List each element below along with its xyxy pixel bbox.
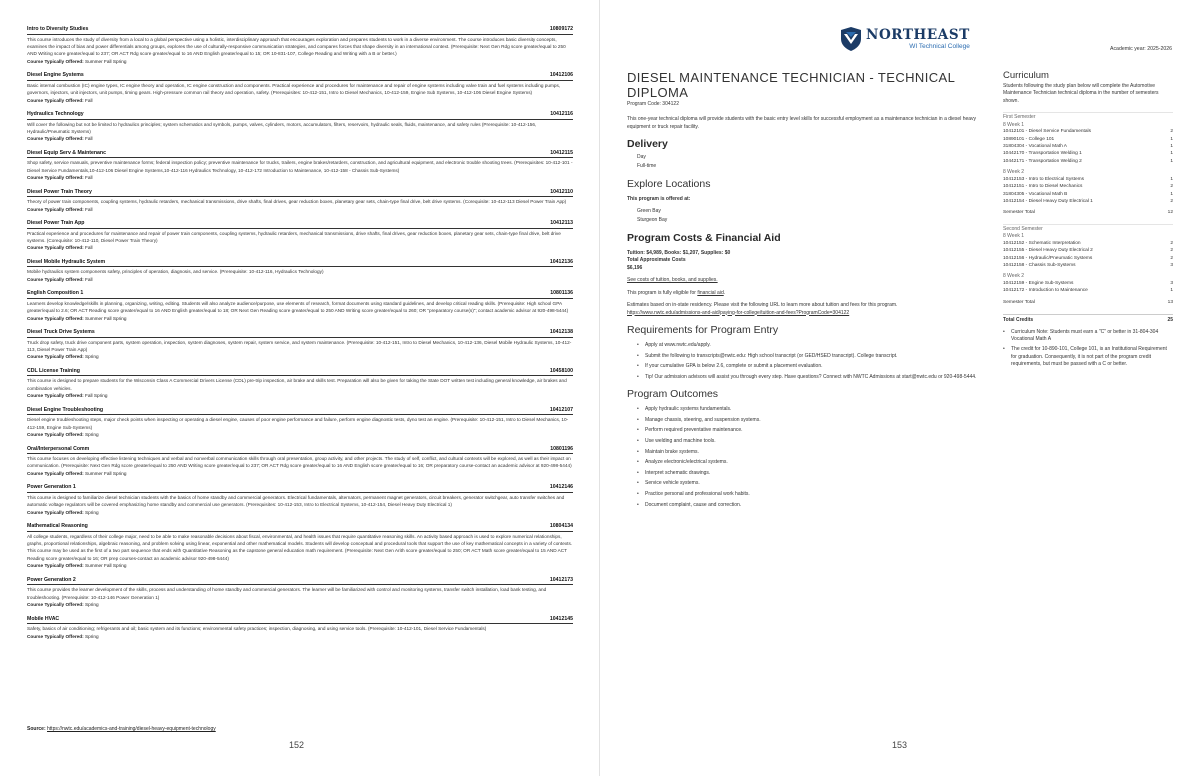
outcome-item: • Manage chassis, steering, and suspension systems.: [637, 417, 992, 425]
course-code: 10801136: [550, 290, 573, 297]
source-link[interactable]: https://nwtc.edu/academics-and-training/diesel-heavy-equipment-technology: [47, 726, 216, 732]
curriculum-sidebar: [1003, 70, 1173, 372]
course-offered: [27, 431, 573, 438]
program-main: [627, 70, 992, 512]
course-description: Practical experience and procedures for maintenance and repair of power train components, coupling systems, hydraulic retarders, mechanical transmissions, drive shafts, final drives, gear reduction boxes, planetary gear sets, chain-type final drive, belt drive systems. (Corequisite: 10-412-110, Diesel Power Train Theory): [27, 230, 561, 243]
curriculum-course-name: 10412153 - Intro to Electrical Systems: [1003, 176, 1085, 182]
curriculum-course-credits: 1: [1170, 288, 1173, 294]
see-costs-link-wrap: [627, 277, 992, 285]
course-offered-value: Spring: [85, 354, 99, 360]
curriculum-course-name: 10412151 - Intro to Diesel Mechanics: [1003, 184, 1083, 190]
course-title: Mobile HVAC: [27, 615, 60, 622]
course-offered: [27, 315, 573, 322]
course-entry: [27, 407, 573, 438]
curriculum-course-row: [1003, 198, 1173, 205]
program-code: Program Code: 304122: [627, 101, 679, 107]
curriculum-course-name: 31804305 - Vocational Math B: [1003, 191, 1068, 197]
course-code: 10412107: [549, 406, 573, 413]
curriculum-course-row: [1003, 255, 1173, 262]
curriculum-course-credits: 1: [1170, 158, 1173, 164]
course-entry: [27, 111, 573, 142]
academic-year: Academic year: 2025-2026: [1110, 46, 1172, 52]
curriculum-course-row: [1003, 128, 1173, 135]
course-header: [27, 111, 573, 120]
curriculum-course-credits: 2: [1170, 255, 1173, 261]
course-offered: [27, 58, 573, 65]
course-offered: [27, 206, 573, 213]
curriculum-note: • The credit for 10-890-101, College 101, is an Institutional Requirement for graduation. Consequently, it is not part of the program credit requirements, but must be passed with a C or better.: [1003, 346, 1173, 368]
course-title: Diesel Truck Drive Systems: [27, 329, 95, 336]
course-entry: [27, 150, 573, 181]
location-item: Green Bay: [637, 207, 661, 214]
course-title: Power Generation 2: [27, 576, 76, 583]
course-code: 10412136: [549, 258, 573, 265]
semester-label: Second Semester: [1003, 225, 1043, 232]
course-offered-value: Fall: [85, 245, 93, 251]
logo-subtitle: WI Technical College: [909, 42, 970, 50]
course-offered: [27, 97, 573, 104]
outcome-item: • Service vehicle systems.: [637, 480, 992, 488]
semester-total-label: Semester Total: [1003, 299, 1035, 305]
curriculum-course-credits: 2: [1170, 198, 1173, 204]
course-header: [27, 189, 573, 198]
tuition-fees-link[interactable]: https://www.nwtc.edu/admissions-and-aid/paying-for-college/tuition-and-fees?ProgramCode=304122: [627, 309, 850, 316]
week-label: 8 Week 1: [1003, 121, 1025, 128]
course-offered-label: Course Typically Offered:: [27, 315, 84, 321]
course-code: 10801196: [550, 445, 573, 452]
curriculum-course-name: 10412156 - Hydraulic/Pneumatic Systems: [1003, 255, 1093, 261]
outcome-item: • Maintain brake systems.: [637, 449, 992, 457]
week-label: 8 Week 2: [1003, 273, 1025, 280]
curriculum-course-name: 31804304 - Vocational Math A: [1003, 144, 1068, 150]
outcome-item: • Interpret schematic drawings.: [637, 470, 992, 478]
course-title: Oral/Interpersonal Comm: [27, 445, 90, 452]
course-code: 10412113: [550, 220, 573, 227]
course-rows: [1003, 280, 1173, 295]
curriculum-course-credits: 3: [1170, 263, 1173, 268]
course-code: 10412116: [550, 111, 573, 118]
course-header: [27, 368, 573, 377]
course-header: [27, 329, 573, 338]
course-offered: [27, 392, 573, 399]
course-code: 10412110: [550, 188, 573, 195]
course-header: [27, 259, 573, 268]
location-item: Sturgeon Bay: [637, 216, 668, 223]
course-entry: [27, 220, 573, 251]
page-number: 153: [892, 740, 908, 750]
course-offered: [27, 353, 573, 360]
semester-total-label: Semester Total: [1003, 210, 1035, 216]
course-offered: [27, 470, 573, 477]
course-title: Mathematical Reasoning: [27, 523, 88, 530]
total-credits-label: Total Credits: [1003, 317, 1034, 324]
costs-heading: Program Costs & Financial Aid: [627, 231, 781, 244]
course-title: Intro to Diversity Studies: [27, 26, 89, 32]
course-description: Shop safety, service manuals, preventive maintenance forms; federal inspection policy; preventive maintenance for trucks, trailers, engine brakes/retarders, construction, and agricultural equipment, and electronic trouble shooting trees. (Prerequisites: 10-412-101 - Diesel Service Fundamentals,10-412-106 Diesel Engine Systems,10-412-116 Hydraulics Technology, 10-412-172 Introduction to Maintenance, 10-412-158 - Chassis Sub-Systems): [27, 160, 573, 173]
curriculum-note: • Curriculum Note: Students must earn a "C" or better in 31-804-304 Vocational Math A: [1003, 329, 1173, 344]
curriculum-course-row: [1003, 287, 1173, 294]
see-costs-link[interactable]: See costs of tuition, books, and supplies.: [627, 277, 718, 283]
requirement-item: • Apply at www.nwtc.edu/apply.: [637, 342, 992, 350]
course-code: 10412146: [549, 484, 573, 491]
curriculum-course-credits: 1: [1170, 151, 1173, 157]
course-entry: [27, 26, 573, 65]
curriculum-course-row: [1003, 247, 1173, 254]
curriculum-course-credits: 1: [1170, 176, 1173, 182]
semester-label: First Semester: [1003, 114, 1036, 121]
curriculum-course-row: [1003, 136, 1173, 143]
course-offered-label: Course Typically Offered:: [27, 97, 84, 103]
course-offered-label: Course Typically Offered:: [27, 175, 84, 181]
curriculum-course-credits: 2: [1170, 240, 1173, 246]
curriculum-course-row: [1003, 280, 1173, 287]
course-description: Mobile hydraulics system components safety, principles of operation, diagnosis, and service. (Prerequisite: 10-412-116, Hydraulics Technology): [27, 269, 324, 275]
outcome-item: • Analyze electronic/electrical systems.: [637, 459, 992, 467]
course-entry: [27, 329, 573, 360]
course-offered-label: Course Typically Offered:: [27, 602, 84, 608]
delivery-list: [627, 153, 992, 171]
course-offered-value: Fall Spring: [85, 393, 108, 399]
curriculum-course-name: 10412172 - Introduction to Maintenance: [1003, 288, 1088, 294]
course-description: Will cover the following but not be limited to hydraulics principles; system schematics and symbols, pumps, valves, cylinders, motors, accumulators, filters, reservoirs, hydraulic seals, fluids, maintenance, and safety rules (Prerequisite: 10-412-156, Hydraulic/Pneumatic Systems): [27, 121, 537, 134]
course-offered-value: Summer Fall Spring: [85, 470, 127, 476]
course-entry: [27, 189, 573, 213]
course-offered: [27, 276, 573, 283]
course-code: 10412106: [549, 72, 573, 79]
financial-aid-link[interactable]: financial aid: [697, 289, 724, 296]
course-code: 10412173: [549, 576, 573, 583]
curriculum-notes: [1003, 329, 1173, 369]
curriculum-intro: Students following the study plan below will complete the Automotive Maintenance Technician technical diploma in the number of semesters shown.: [1003, 83, 1159, 104]
page-number: 152: [289, 740, 305, 750]
course-offered-value: Summer Fall Spring: [85, 563, 127, 569]
costs-block: [627, 250, 992, 273]
curriculum-course-credits: 3: [1170, 280, 1173, 286]
curriculum-course-row: [1003, 191, 1173, 198]
course-title: Diesel Equip Serv & Maintenanc: [27, 149, 106, 156]
semester-total-value: 13: [1167, 299, 1173, 305]
course-rows: [1003, 240, 1173, 270]
course-title: CDL License Training: [27, 367, 80, 374]
course-code: 10809172: [549, 26, 573, 32]
course-title: Diesel Mobile Hydraulic System: [27, 258, 106, 265]
curriculum-course-row: [1003, 240, 1173, 247]
program-title: DIESEL MAINTENANCE TECHNICIAN - TECHNICAL DIPLOMA: [627, 70, 955, 100]
course-offered-value: Fall: [85, 276, 93, 282]
course-title: Hydraulics Technology: [27, 111, 84, 118]
course-title: Diesel Power Train Theory: [27, 188, 92, 195]
course-offered: [27, 562, 573, 569]
course-offered-value: Spring: [85, 432, 99, 438]
requirement-item: • If your cumulative GPA is below 2.6, complete or submit a placement evaluation.: [637, 363, 992, 371]
total-cost-label: Total Approximate Costs: [627, 257, 686, 263]
curriculum-course-name: 10412101 - Diesel Service Fundamentals: [1003, 129, 1091, 135]
course-list: [27, 26, 573, 647]
requirements-heading: Requirements for Program Entry: [627, 324, 779, 336]
source-line: [27, 726, 216, 732]
course-offered-value: Summer Fall Spring: [85, 58, 127, 64]
curriculum-course-name: 10412155 - Diesel Heavy Duty Electrical 2: [1003, 248, 1093, 254]
course-offered: [27, 244, 573, 251]
course-entry: [27, 616, 573, 640]
course-description: Truck drop safety, truck drive component parts, system operation, inspection, system diagnoses, system repair, system service, and system maintenance. (Prerequisite: 10-412-151, Intro to Diesel Mechanics, 10-412-136, Diesel Mobile Hydraulic Systems, 10-412-113, Diesel Power Train App): [27, 339, 572, 352]
course-offered-label: Course Typically Offered:: [27, 509, 84, 515]
source-label: Source:: [27, 726, 46, 732]
course-offered-value: Spring: [85, 509, 99, 515]
course-offered-label: Course Typically Offered:: [27, 470, 84, 476]
course-offered-value: Fall: [85, 175, 93, 181]
estimate-block: [627, 302, 992, 317]
financial-aid-line: This program is fully eligible for financial aid.: [627, 289, 726, 296]
course-offered: [27, 601, 573, 608]
course-offered-value: Fall: [85, 206, 93, 212]
shield-logo-icon: [840, 26, 862, 52]
semester-total-value: 12: [1167, 210, 1173, 216]
course-offered-value: Summer Fall Spring: [85, 315, 127, 321]
outcomes-heading: Program Outcomes: [627, 388, 719, 401]
curriculum-course-row: [1003, 262, 1173, 269]
course-offered-label: Course Typically Offered:: [27, 354, 84, 360]
curriculum-course-name: 10442171 - Transportation Welding 2: [1003, 158, 1082, 164]
course-entry: [27, 368, 573, 399]
course-description: This course introduces the study of diversity from a local to a global perspective using a holistic, interdisciplinary approach that encourages exploration and prepares students to work in a diverse environment. The course introduces basic diversity concepts, examines the impact of bias and power differentials among groups, explores the use of culturally-responsive communication strategies, and compares forces that shape diversity in an international context. (Prerequisite: Next Gen Rdg score greater/equal to 250 AND Writing score greater/equal to 237; OR ACT Rdg score greater/equal to 16 AND English greater/equal to 15; OR 10-831-107, College Reading and Writing with a B or better.): [27, 36, 566, 57]
course-description: This course is designed to familiarize diesel technician students with the basics of home standby and commercial generators. Electrical fundamentals, alternators, permanent magnet generators, circuit breakers, generator switchgear, auto transfer switches and automatic voltage regulators will be covered emphasizing home standby and commercial use generators. (Prerequisites: 10-412-153, Intro to Electrical Systems, 10-412-154, Diesel Heavy Duty Electrical 1): [27, 494, 565, 508]
eligible-text: This program is fully eligible for: [627, 289, 696, 296]
course-code: 10458100: [549, 367, 573, 374]
course-entry: [27, 290, 573, 321]
course-offered: [27, 135, 573, 142]
course-code: 10412145: [549, 615, 573, 622]
course-description: This course is designed to prepare students for the Wisconsin Class A Commercial Drivers License (CDL) pre-trip inspection, air brake and skills test. Preparation will also be given for taking the State DOT written test including general knowledge, air brakes and combination vehicles.: [27, 378, 567, 391]
course-header: [27, 484, 573, 493]
delivery-item: Day: [637, 154, 646, 160]
curriculum-course-row: [1003, 143, 1173, 150]
course-offered-label: Course Typically Offered:: [27, 633, 84, 639]
course-header: [27, 446, 573, 455]
course-offered-value: Fall: [85, 97, 93, 103]
outcome-item: • Perform required preventative maintenance.: [637, 427, 992, 435]
curriculum-course-credits: 1: [1170, 136, 1173, 142]
curriculum-course-row: [1003, 150, 1173, 157]
tuition-line: Tuition: $4,989, Books: $1,207, Supplies: $0: [627, 249, 731, 256]
outcome-item: • Practice personal and professional work habits.: [637, 491, 992, 499]
course-entry: [27, 523, 573, 569]
course-offered-label: Course Typically Offered:: [27, 563, 84, 569]
right-page: [600, 0, 1200, 776]
curriculum-course-credits: 2: [1170, 129, 1173, 135]
course-rows: [1003, 176, 1173, 206]
course-header: [27, 220, 573, 229]
logo-name: NORTHEAST: [866, 26, 970, 43]
estimate-text: Estimates based on in-state residency. Please visit the following URL to learn more about tuition and fees for this program.: [627, 302, 898, 308]
curriculum-course-credits: 2: [1170, 248, 1173, 254]
course-title: English Composition 1: [27, 290, 84, 297]
course-title: Power Generation 1: [27, 484, 76, 491]
course-offered-label: Course Typically Offered:: [27, 58, 84, 64]
outcome-item: • Apply hydraulic systems fundamentals.: [637, 406, 992, 414]
course-offered-value: Spring: [85, 602, 99, 608]
curriculum-course-name: 10412159 - Engine Sub-Systems: [1003, 280, 1074, 286]
semester-total-row: [1003, 209, 1173, 216]
course-entry: [27, 446, 573, 477]
course-offered-value: Spring: [85, 633, 99, 639]
curriculum-course-name: 10412158 - Chassis Sub-Systems: [1003, 263, 1076, 268]
course-offered: [27, 509, 573, 516]
requirement-item: • Submit the following to transcripts@nwtc.edu: High school transcript (or GED/HSED transcript). College transcript.: [637, 353, 992, 361]
curriculum-course-credits: 1: [1170, 144, 1173, 150]
course-header: [27, 26, 573, 35]
college-logo: [840, 26, 970, 52]
course-offered-label: Course Typically Offered:: [27, 136, 84, 142]
curriculum-course-name: 10412154 - Diesel Heavy Duty Electrical 1: [1003, 198, 1093, 204]
curriculum-course-name: 10412152 - Schematic Interpretation: [1003, 240, 1081, 246]
course-offered-label: Course Typically Offered:: [27, 245, 84, 251]
course-offered-label: Course Typically Offered:: [27, 206, 84, 212]
total-credits-row: [1003, 314, 1173, 324]
course-description: This course provides the learner development of the skills, process and understanding of home standby and commercial generators. The learner will be familiarized with control and monitoring systems, transfer switch installation, load bank testing, and troubleshooting. (Prerequisite: 10-412-146 Power Generation 1): [27, 587, 547, 600]
course-offered-value: Fall: [85, 136, 93, 142]
semester-total-row: [1003, 299, 1173, 306]
locations-offered-at: This program is offered at:: [627, 196, 691, 202]
course-title: Diesel Engine Troubleshooting: [27, 406, 104, 413]
course-code: 10804134: [549, 523, 573, 530]
requirement-item: • Tip! Our admission advisors will assist you through every step. Have questions? Connect with NWTC Admissions at start@nwtc.edu or 920-498-5444.: [637, 374, 992, 382]
course-description: Learners develop knowledge/skills in planning, organizing, writing, editing. Students will also analyze audience/purpose, use elements of research, format documents using standard guidelines, and develop critical reading skills. (Prerequisite: High school GPA greater/equal to 2.6; OR ACT Reading score greater/equal to 16 AND English greater/equal to 18; OR Next Gen Reading score greater/equal to 250 AND Writing score greater/equal to 260; OR "preparatory course(s)"; contact academic advisor at 920-498-5444): [27, 300, 569, 314]
first-semester: [1003, 112, 1173, 217]
curriculum-course-row: [1003, 183, 1173, 190]
course-description: This course focuses on developing effective listening techniques and verbal and nonverbal communication skills through oral presentation, group activity, and other projects. The study of self, conflict, and cultural contexts will be explored, as well as their impact on communication. (Prerequisite: Next Gen Rdg score greater/equal to 250 AND Writing score greater/equal to 237; OR ACT Rdg score greater/equal to 16 AND English score greater/equal to 16; OR preparatory course-contact an academic advisor at 920-498-5444): [27, 456, 572, 469]
course-description: Safety, basics of air conditioning; refrigerants and oil; basic system and its functions; environmental safety practices; inspection, diagnosing, and using service tools. (Prerequisite: 10-412-101, Diesel Service Fundamentals): [27, 626, 487, 632]
locations-heading: Explore Locations: [627, 178, 711, 190]
curriculum-course-row: [1003, 176, 1173, 183]
curriculum-course-credits: 1: [1170, 191, 1173, 197]
course-rows: [1003, 128, 1173, 165]
course-description: Diesel engine troubleshooting steps, major check points when inspecting or operating a diesel engine, causes of poor engine performance and failure, perform engine diagnostic tests, dyno test an engine. (Prerequisite: 10-412-151, Intro to Diesel Mechanics, 10-412-159, Engine Sub-Systems): [27, 417, 569, 430]
curriculum-course-credits: 2: [1170, 184, 1173, 190]
course-entry: [27, 72, 573, 103]
course-code: 10412138: [549, 329, 573, 336]
curriculum-heading: Curriculum: [1003, 70, 1049, 81]
course-offered-label: Course Typically Offered:: [27, 432, 84, 438]
delivery-item: Full-time: [637, 163, 657, 169]
program-intro: This one-year technical diploma will provide students with the basic entry level skills for successful employment as a maintenance technician in a diesel heavy equipment or truck repair facility.: [627, 116, 977, 130]
total-credits-value: 25: [1167, 317, 1173, 324]
course-header: [27, 616, 573, 625]
course-offered-label: Course Typically Offered:: [27, 276, 84, 282]
course-offered: [27, 633, 573, 640]
course-header: [27, 150, 573, 159]
week-label: 8 Week 2: [1003, 169, 1025, 176]
course-description: All college students, regardless of their college major, need to be able to make reasonable decisions about fiscal, environmental, and health issues that require quantitative reasoning skills. An activity based approach is used to explore numerical relationships, graphs, proportional relationships, algebraic reasoning, and problem solving using linear, exponential and other mathematical models. Students will develop conceptual and procedural tools that support the use of key mathematical concepts in a variety of contexts. This course may be used as the first of a two part sequence that ends with Quantitative Reasoning as the capstone general education math requirement. (Prerequisite: Next Gen Arith score greater/equal to 250; OR ACT Math score greater/equal to 15 AND ACT Reading score greater/equal to 16; OR prep courses-contact an academic advisor 920-498-5444): [27, 533, 573, 561]
course-entry: [27, 577, 573, 608]
course-entry: [27, 484, 573, 515]
course-header: [27, 407, 573, 416]
course-description: Theory of power train components, coupling systems, hydraulic retarders, mechanical transmissions, drive shafts, final drives, gear reduction boxes, planetary gear sets, chain-type final drive, belt drive systems. (Corequisite: 10-412-113 Diesel Power Train App): [27, 199, 567, 205]
course-header: [27, 290, 573, 299]
course-header: [27, 577, 573, 586]
course-title: Diesel Engine Systems: [27, 72, 84, 79]
curriculum-course-row: [1003, 158, 1173, 165]
course-title: Diesel Power Train App: [27, 220, 85, 227]
requirements-list: [637, 342, 992, 381]
course-entry: [27, 259, 573, 283]
second-semester: [1003, 224, 1173, 306]
course-description: Basic internal combustion (IC) engine types, IC engine theory and operation, IC engine construction and components. Practical experience and procedures for maintenance and repair of engine systems including valve train and fuel systems including pumps, governors, injectors, unit injectors, unit pumps, timing gears. High-pressure common rail theory and operation, safety. (Prerequisites: 10-412-151, Intro to Diesel Mechanics, 10-412-159, Engine Sub Systems, 10-412-106 Diesel Engine Systems): [27, 82, 561, 96]
course-offered: [27, 174, 573, 181]
week-label: 8 Week 1: [1003, 233, 1025, 240]
course-offered-label: Course Typically Offered:: [27, 393, 84, 399]
course-header: [27, 523, 573, 532]
total-cost-value: $6,196: [627, 264, 643, 271]
outcome-item: • Document complaint, cause and correction.: [637, 502, 992, 510]
outcome-item: • Use welding and machine tools.: [637, 438, 992, 446]
curriculum-course-name: 10890101 - College 101: [1003, 136, 1055, 142]
outcomes-list: [637, 406, 992, 509]
curriculum-course-name: 10442170 - Transportation Welding 1: [1003, 151, 1082, 157]
course-code: 10412115: [550, 149, 573, 156]
locations-list: [627, 207, 992, 225]
course-header: [27, 72, 573, 81]
delivery-heading: Delivery: [627, 138, 668, 150]
